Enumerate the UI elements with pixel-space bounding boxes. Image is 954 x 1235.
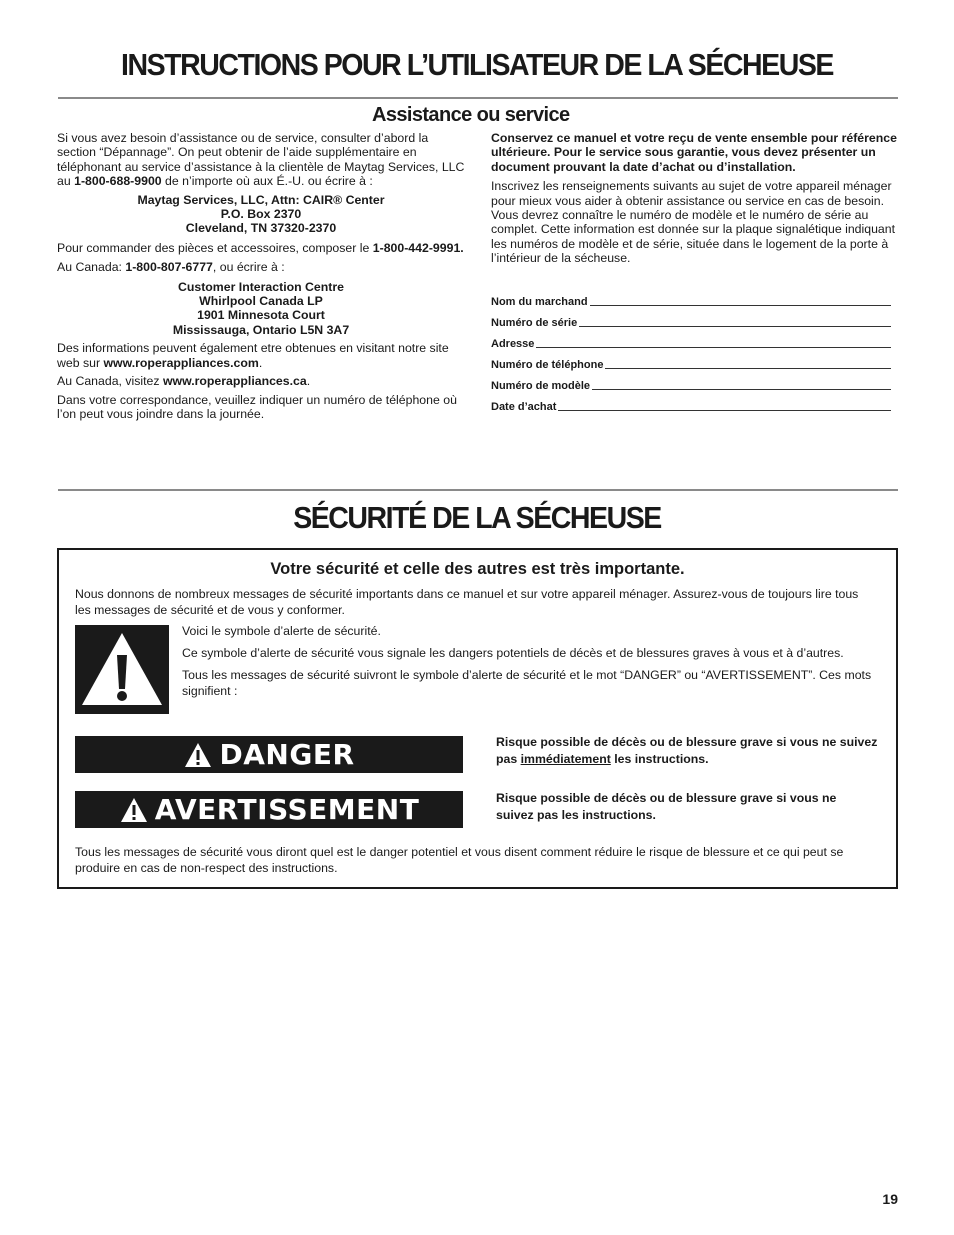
canada-website-text bbox=[57, 374, 465, 388]
punctuation: . bbox=[306, 374, 311, 389]
danger-desc-text: Risque possible de décès ou de blessure grave si vous ne suivez pas bbox=[496, 735, 878, 766]
canada-address bbox=[57, 280, 465, 338]
assistance-heading: Assistance ou service bbox=[372, 104, 570, 126]
punctuation: . bbox=[258, 355, 263, 370]
field-label: Nom du marchand bbox=[491, 296, 588, 308]
form-field-address[interactable] bbox=[491, 337, 891, 351]
form-field-purchase-date[interactable] bbox=[491, 400, 891, 414]
intro-text-end: de n’importe où aux É.-U. ou écrire à : bbox=[161, 174, 373, 189]
warning-triangle-icon bbox=[119, 796, 149, 824]
safety-alert-symbol bbox=[75, 625, 169, 714]
field-label: Numéro de série bbox=[491, 317, 578, 329]
canada-text-end: , ou écrire à : bbox=[212, 260, 285, 275]
us-address bbox=[57, 193, 465, 236]
form-field-model[interactable] bbox=[491, 379, 891, 393]
us-phone: 1-800-688-9900 bbox=[74, 174, 162, 189]
safety-intro: Nous donnons de nombreux messages de sécurité importants dans ce manuel et sur votre appareil ménager. Assurez-vous de toujours lire tous les messages de sécurité et de vous y conformer. bbox=[75, 587, 859, 617]
parts-text: Pour commander des pièces et accessoires, composer le bbox=[57, 240, 373, 255]
field-line bbox=[605, 358, 891, 369]
assistance-right-column bbox=[491, 131, 898, 266]
page-number: 19 bbox=[882, 1191, 898, 1207]
danger-signal-panel bbox=[75, 736, 463, 773]
alert-definition: Voici le symbole d’alerte de sécurité. bbox=[182, 624, 381, 638]
field-line bbox=[558, 400, 891, 411]
section-divider bbox=[58, 97, 898, 99]
warning-signal-panel bbox=[75, 791, 463, 828]
address-line: Customer Interaction Centre bbox=[177, 279, 345, 294]
field-line bbox=[590, 295, 891, 306]
address-line: Maytag Services, LLC, Attn: CAIR® Center bbox=[137, 192, 385, 207]
field-label: Numéro de modèle bbox=[491, 380, 591, 392]
parts-order-text bbox=[57, 241, 465, 255]
address-line: 1901 Minnesota Court bbox=[197, 308, 325, 323]
assistance-intro bbox=[57, 131, 465, 189]
field-line bbox=[536, 337, 891, 348]
canada-website-intro: Au Canada, visitez bbox=[57, 374, 163, 389]
intro-text: Si vous avez besoin d’assistance ou de service, consulter d’abord la section “Dépannage”. On peut obtenir de l’aide supplémentaire en téléphonant au service d’assistance à la clientèle de Maytag Services, LLC au bbox=[57, 131, 465, 189]
warning-label: AVERTISSEMENT bbox=[154, 793, 420, 826]
warning-triangle-icon bbox=[75, 625, 169, 714]
field-label: Adresse bbox=[491, 338, 535, 350]
warning-description: Risque possible de décès ou de blessure grave si vous ne suivez pas les instructions. bbox=[496, 791, 837, 822]
record-info-text: Inscrivez les renseignements suivants au sujet de votre appareil ménager pour mieux vous aider à obtenir assistance ou service en cas de besoin. Vous devrez connaître le numéro de modèle et le numéro de série au complet. Cette information est donnée sur la plaque signalétique indiquant les numéros de modèle et de série, située dans le logement de la porte à l’intérieur de la sécheuse. bbox=[491, 179, 896, 266]
alert-signal-words: Tous les messages de sécurité suivront le symbole d’alerte de sécurité et le mot “DANGER” ou “AVERTISSEMENT”. Ces mots signifient : bbox=[182, 668, 872, 698]
website-link[interactable]: www.roperappliances.com bbox=[103, 355, 259, 370]
keep-manual-notice: Conservez ce manuel et votre reçu de vente ensemble pour référence ultérieure. Pour le service sous garantie, vous devez présenter un document prouvant la date d’achat ou d’installation. bbox=[491, 131, 897, 174]
page-title: INSTRUCTIONS POUR L’UTILISATEUR DE LA SÉCHEUSE bbox=[121, 47, 833, 82]
section-divider bbox=[58, 489, 898, 491]
website-intro: Des informations peuvent également etre obtenues en visitant notre site web sur bbox=[57, 341, 449, 370]
form-field-dealer[interactable] bbox=[491, 295, 891, 309]
address-line: Whirlpool Canada LP bbox=[199, 294, 323, 309]
canada-label: Au Canada: bbox=[57, 260, 126, 275]
canada-phone: 1-800-807-6777 bbox=[125, 260, 213, 275]
field-label: Date d’achat bbox=[491, 401, 557, 413]
canada-website-link[interactable]: www.roperappliances.ca bbox=[162, 374, 307, 389]
parts-phone: 1-800-442-9991. bbox=[372, 240, 464, 255]
danger-desc-text-end: les instructions. bbox=[610, 752, 709, 766]
warning-triangle-icon bbox=[183, 741, 213, 769]
canada-contact-text bbox=[57, 260, 465, 274]
alert-meaning: Ce symbole d’alerte de sécurité vous signale les dangers potentiels de décès et de blessures graves à vous et à d’autres. bbox=[182, 646, 844, 660]
danger-description bbox=[496, 734, 896, 768]
safety-subheading: Votre sécurité et celle des autres est très importante. bbox=[270, 560, 685, 578]
form-field-phone[interactable] bbox=[491, 358, 891, 372]
alert-symbol-text bbox=[182, 623, 872, 699]
field-label: Numéro de téléphone bbox=[491, 359, 604, 371]
address-line: P.O. Box 2370 bbox=[220, 207, 302, 222]
address-line: Cleveland, TN 37320-2370 bbox=[185, 221, 337, 236]
field-line bbox=[579, 316, 891, 327]
danger-label: DANGER bbox=[219, 738, 355, 771]
danger-desc-emphasis: immédiatement bbox=[520, 752, 611, 766]
form-field-serial[interactable] bbox=[491, 316, 891, 330]
assistance-left-column bbox=[57, 131, 465, 421]
correspondence-text: Dans votre correspondance, veuillez indiquer un numéro de téléphone où l’on peut vous joindre dans la journée. bbox=[57, 392, 457, 421]
safety-title: SÉCURITÉ DE LA SÉCHEUSE bbox=[293, 500, 661, 535]
field-line bbox=[592, 379, 891, 390]
address-line: Mississauga, Ontario L5N 3A7 bbox=[172, 322, 350, 337]
safety-outro: Tous les messages de sécurité vous diront quel est le danger potentiel et vous disent comment réduire le risque de blessure et ce qui peut se produire en cas de non-respect des instructions. bbox=[75, 845, 844, 875]
website-text bbox=[57, 341, 465, 370]
